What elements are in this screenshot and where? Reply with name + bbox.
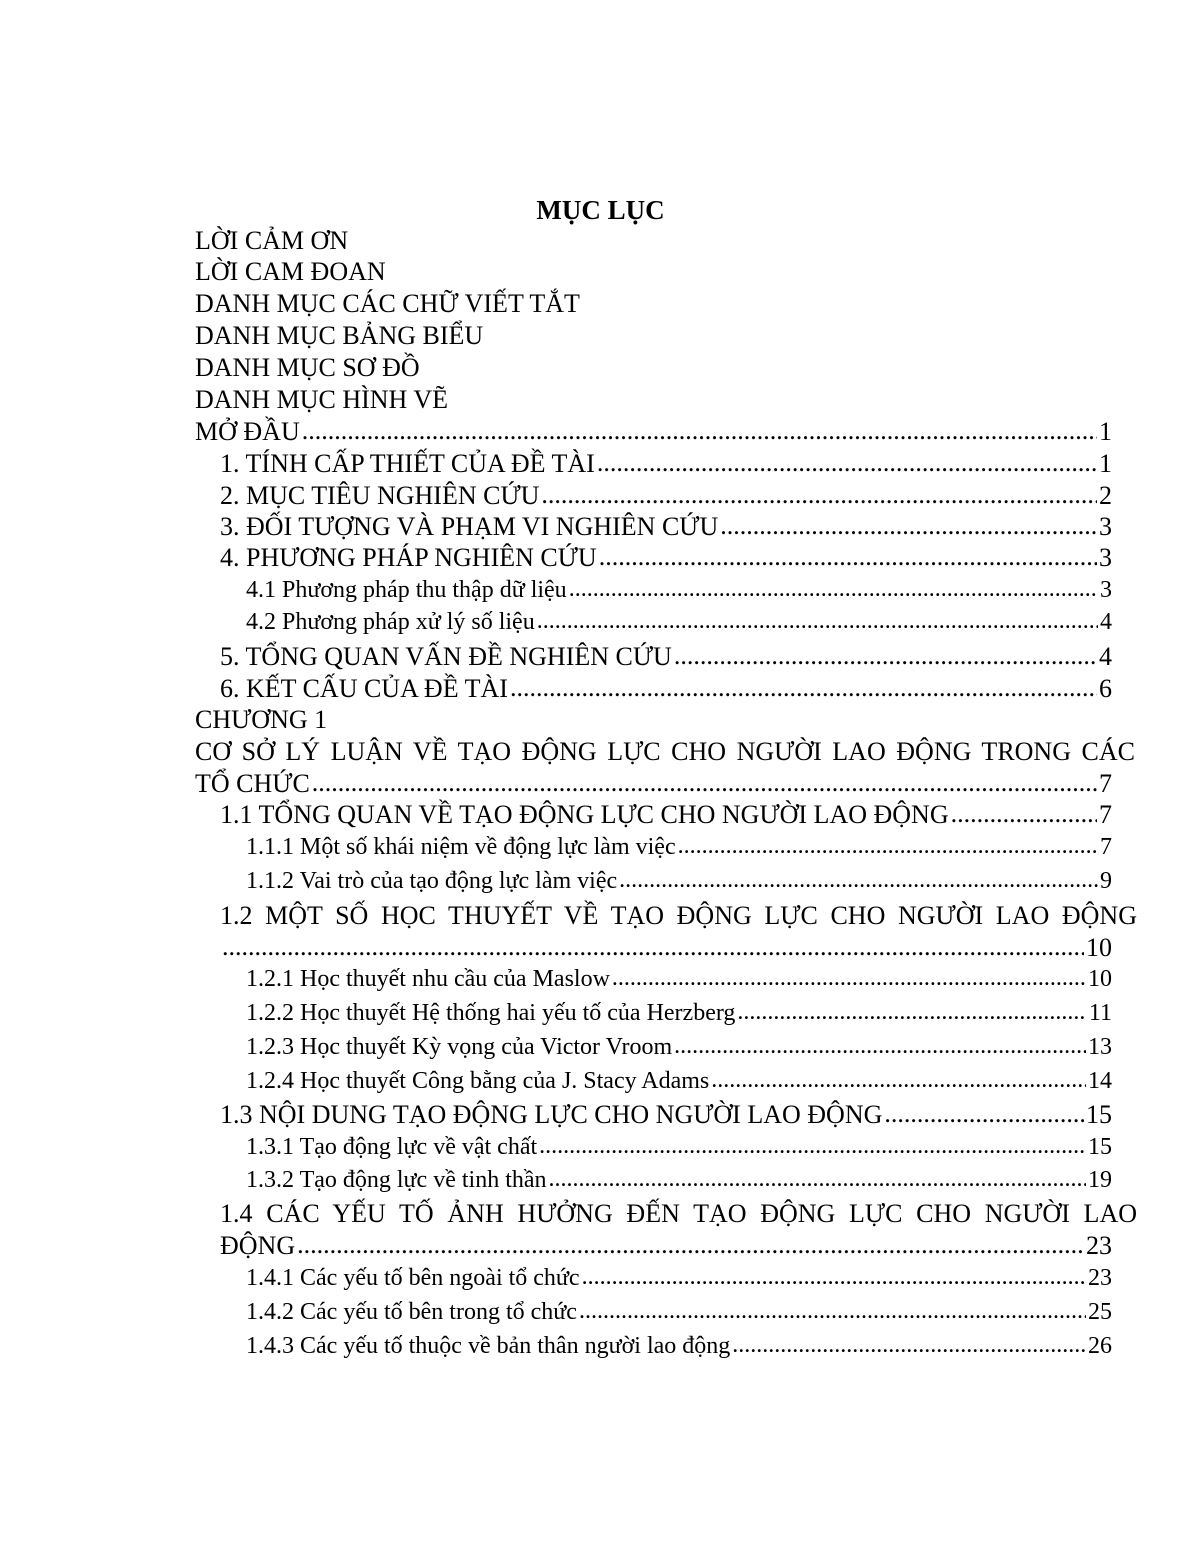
toc-dot-leader	[302, 415, 1097, 447]
toc-entry-label: DANH MỤC BẢNG BIỂU	[195, 321, 484, 350]
toc-entry-label: 1.2.1 Học thuyết nhu cầu của Maslow	[246, 966, 610, 992]
toc-dot-leader	[612, 962, 1086, 994]
toc-entry-page-number: 7	[1100, 834, 1112, 860]
toc-entry-page-number: 25	[1088, 1299, 1112, 1325]
toc-entry-label: 1.2.4 Học thuyết Công bằng của J. Stacy Adams	[246, 1068, 710, 1094]
toc-entry-label: LỜI CAM ĐOAN	[195, 257, 386, 286]
toc-dot-leader	[312, 767, 1097, 799]
toc-entry	[220, 511, 1112, 543]
toc-entry-label: 1.2 MỘT SỐ HỌC THUYẾT VỀ TẠO ĐỘNG LỰC CHO NGƯỜI LAO ĐỘNG	[220, 901, 1137, 930]
toc-entry-label: 2. MỤC TIÊU NGHIÊN CỨU	[220, 481, 540, 510]
toc-entry-label: DANH MỤC CÁC CHỮ VIẾT TẮT	[195, 289, 580, 318]
toc-entry-label: DANH MỤC HÌNH VẼ	[195, 385, 449, 414]
toc-entry	[195, 704, 327, 736]
toc-entry-label: 5. TỔNG QUAN VẤN ĐỀ NGHIÊN CỨU	[220, 642, 672, 671]
toc-entry-label: 1.4 CÁC YẾU TỐ ẢNH HƯỞNG ĐẾN TẠO ĐỘNG LỰC CHO NGƯỜI LAO	[220, 1199, 1137, 1228]
toc-entry	[220, 448, 1112, 480]
toc-dot-leader	[619, 864, 1098, 896]
toc-entry	[220, 932, 1112, 964]
toc-entry	[220, 1099, 1112, 1131]
toc-entry	[220, 799, 1112, 831]
toc-entry-page-number: 26	[1088, 1333, 1112, 1359]
toc-dot-leader	[951, 798, 1097, 830]
toc-entry	[246, 831, 1112, 863]
page-title: MỤC LỤC	[536, 195, 665, 225]
toc-entry	[195, 352, 420, 384]
toc-dot-leader	[537, 605, 1098, 637]
toc-dot-leader	[674, 1030, 1086, 1062]
toc-dot-leader	[582, 1261, 1086, 1293]
toc-entry-page-number: 6	[1099, 674, 1112, 703]
toc-entry-page-number: 7	[1099, 800, 1112, 829]
toc-entry-page-number: 1	[1099, 417, 1112, 446]
toc-dot-leader	[711, 1064, 1086, 1096]
toc-entry-label: 4. PHƯƠNG PHÁP NGHIÊN CỨU	[220, 543, 597, 572]
toc-entry	[220, 1230, 1112, 1262]
toc-entry-page-number: 15	[1086, 1100, 1112, 1129]
toc-dot-leader	[732, 1329, 1086, 1361]
toc-entry	[220, 900, 1137, 932]
toc-entry	[195, 384, 448, 416]
toc-dot-leader	[549, 1163, 1086, 1195]
toc-entry-page-number: 4	[1099, 642, 1112, 671]
toc-entry-label: 1.3.2 Tạo động lực về tinh thần	[246, 1167, 547, 1193]
toc-entry-page-number: 1	[1099, 449, 1112, 478]
toc-entry	[195, 225, 348, 257]
toc-entry	[246, 574, 1112, 606]
toc-entry-page-number: 14	[1088, 1068, 1112, 1094]
toc-entry	[246, 606, 1112, 638]
toc-dot-leader	[599, 541, 1097, 573]
toc-entry-label: MỞ ĐẦU	[195, 417, 300, 446]
toc-dot-leader	[569, 573, 1098, 605]
toc-entry	[195, 768, 1112, 800]
toc-entry	[195, 288, 580, 320]
toc-entry-label: 1.4.3 Các yếu tố thuộc về bản thân người lao động	[246, 1333, 731, 1359]
toc-entry	[246, 997, 1112, 1029]
toc-entry-page-number: 10	[1086, 933, 1112, 962]
toc-entry	[246, 963, 1112, 995]
toc-entry-label: 1.1.1 Một số khái niệm về động lực làm việc	[246, 834, 676, 860]
toc-entry	[220, 542, 1112, 574]
toc-entry-label: 1.2.2 Học thuyết Hệ thống hai yếu tố của Herzberg	[246, 1000, 736, 1026]
toc-entry-page-number: 2	[1099, 481, 1112, 510]
toc-dot-leader	[510, 672, 1097, 704]
toc-entry	[220, 480, 1112, 512]
toc-entry-label: 1.4.2 Các yếu tố bên trong tổ chức	[246, 1299, 577, 1325]
toc-entry-label: 4.2 Phương pháp xử lý số liệu	[246, 609, 535, 635]
toc-entry	[246, 1065, 1112, 1097]
toc-entry-label: 1.4.1 Các yếu tố bên ngoài tổ chức	[246, 1265, 580, 1291]
toc-entry-label: 1.2.3 Học thuyết Kỳ vọng của Victor Vroom	[246, 1034, 673, 1060]
toc-entry-page-number: 23	[1086, 1231, 1112, 1260]
toc-entry-page-number: 15	[1088, 1134, 1112, 1160]
toc-entry-label: 1.1.2 Vai trò của tạo động lực làm việc	[246, 868, 618, 894]
toc-dot-leader	[720, 510, 1097, 542]
toc-entry	[220, 641, 1112, 673]
toc-entry	[195, 736, 1135, 768]
toc-entry-label: LỜI CẢM ƠN	[195, 226, 349, 255]
toc-entry-page-number: 9	[1100, 868, 1112, 894]
toc-entry-label: 3. ĐỐI TƯỢNG VÀ PHẠM VI NGHIÊN CỨU	[220, 512, 719, 541]
toc-entry-page-number: 3	[1099, 512, 1112, 541]
toc-dot-leader	[737, 996, 1086, 1028]
toc-dot-leader	[297, 1229, 1084, 1261]
toc-dot-leader	[541, 479, 1097, 511]
toc-dot-leader	[597, 447, 1097, 479]
toc-entry-label: 6. KẾT CẤU CỦA ĐỀ TÀI	[220, 674, 508, 703]
toc-entry	[246, 1296, 1112, 1328]
toc-entry	[246, 1330, 1112, 1362]
toc-entry-page-number: 13	[1088, 1034, 1112, 1060]
toc-entry-label: CƠ SỞ LÝ LUẬN VỀ TẠO ĐỘNG LỰC CHO NGƯỜI LAO ĐỘNG TRONG CÁC	[195, 737, 1135, 766]
toc-entry-label: 1.3 NỘI DUNG TẠO ĐỘNG LỰC CHO NGƯỜI LAO ĐỘNG	[220, 1100, 883, 1129]
toc-dot-leader	[539, 1130, 1086, 1162]
toc-entry	[220, 673, 1112, 705]
toc-entry	[195, 320, 483, 352]
toc-entry	[246, 865, 1112, 897]
toc-entry-label: ĐỘNG	[220, 1231, 296, 1260]
toc-entry-label: TỔ CHỨC	[195, 769, 310, 798]
toc-dot-leader	[678, 830, 1098, 862]
toc-entry-page-number: 23	[1088, 1265, 1112, 1291]
toc-dot-leader	[222, 931, 1084, 963]
toc-entry	[246, 1262, 1112, 1294]
toc-entry	[220, 1198, 1137, 1230]
toc-entry-label: DANH MỤC SƠ ĐỒ	[195, 353, 420, 382]
toc-entry	[195, 256, 386, 288]
toc-entry-page-number: 7	[1099, 769, 1112, 798]
toc-dot-leader	[674, 640, 1097, 672]
toc-dot-leader	[579, 1295, 1086, 1327]
toc-entry-page-number: 3	[1100, 577, 1112, 603]
toc-entry	[246, 1131, 1112, 1163]
toc-entry-page-number: 11	[1088, 1000, 1112, 1026]
toc-entry	[246, 1164, 1112, 1196]
toc-entry-label: 1.3.1 Tạo động lực về vật chất	[246, 1134, 538, 1160]
toc-dot-leader	[884, 1098, 1084, 1130]
toc-entry	[246, 1031, 1112, 1063]
toc-entry-label: 1.1 TỔNG QUAN VỀ TẠO ĐỘNG LỰC CHO NGƯỜI LAO ĐỘNG	[220, 800, 949, 829]
toc-entry-page-number: 19	[1088, 1167, 1112, 1193]
toc-entry-page-number: 3	[1099, 543, 1112, 572]
toc-entry-page-number: 4	[1100, 609, 1112, 635]
toc-entry-label: 1. TÍNH CẤP THIẾT CỦA ĐỀ TÀI	[220, 449, 595, 478]
toc-entry-page-number: 10	[1088, 966, 1112, 992]
toc-entry-label: 4.1 Phương pháp thu thập dữ liệu	[246, 577, 567, 603]
toc-entry	[195, 416, 1112, 448]
toc-entry-label: CHƯƠNG 1	[195, 705, 328, 734]
